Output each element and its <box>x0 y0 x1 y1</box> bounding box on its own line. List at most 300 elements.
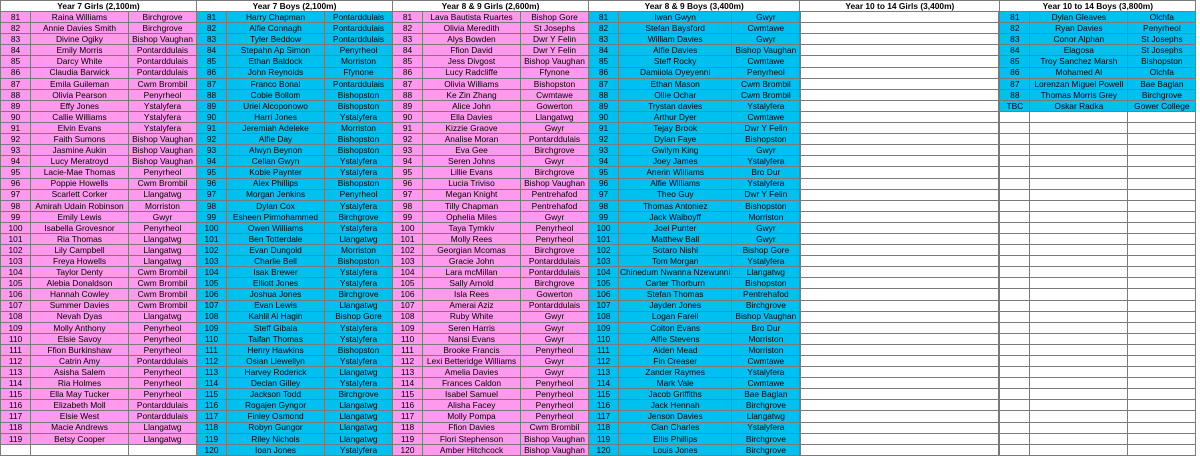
school-cell[interactable]: Cwm Brombil <box>521 422 589 433</box>
bib-number-cell[interactable]: 91 <box>1 123 31 134</box>
school-cell[interactable]: Bishop Vaughan <box>521 178 589 189</box>
athlete-name-cell[interactable]: Esheen Pirmohammed <box>227 211 325 222</box>
school-cell[interactable]: Llangatwg <box>325 433 393 444</box>
school-cell[interactable]: Llangatwg <box>129 233 197 244</box>
school-cell[interactable]: Bishop Vaughan <box>129 156 197 167</box>
bib-number-cell[interactable]: 110 <box>197 333 227 344</box>
school-cell[interactable]: Llangatwg <box>732 411 800 422</box>
athlete-name-cell[interactable]: Ruby White <box>423 311 521 322</box>
athlete-name-cell[interactable]: Brooke Francis <box>423 344 521 355</box>
empty-cell[interactable] <box>801 333 999 344</box>
athlete-name-cell[interactable]: Kizzie Graove <box>423 123 521 134</box>
bib-number-cell[interactable]: 103 <box>393 256 423 267</box>
school-cell[interactable]: Ystalyfera <box>325 167 393 178</box>
bib-number-cell[interactable]: 93 <box>1 145 31 156</box>
bib-number-cell[interactable]: 107 <box>197 300 227 311</box>
athlete-name-cell[interactable]: Morgan Jenkins <box>227 189 325 200</box>
school-cell[interactable]: Bishopston <box>732 278 800 289</box>
school-cell[interactable]: Pontarddulais <box>521 267 589 278</box>
empty-cell[interactable] <box>1030 311 1128 322</box>
school-cell[interactable]: Birchgrove <box>325 211 393 222</box>
empty-cell[interactable] <box>1128 344 1196 355</box>
school-cell[interactable]: Morriston <box>325 245 393 256</box>
athlete-name-cell[interactable]: Isabella Grovesnor <box>31 222 129 233</box>
school-cell[interactable]: Ystalyfera <box>325 200 393 211</box>
school-cell[interactable]: Gowerton <box>521 100 589 111</box>
empty-cell[interactable] <box>1000 111 1030 122</box>
empty-cell[interactable] <box>1128 233 1196 244</box>
school-cell[interactable]: Ystalyfera <box>732 178 800 189</box>
athlete-name-cell[interactable]: Amber Hitchcock <box>423 444 521 455</box>
school-cell[interactable]: Penyrheol <box>521 400 589 411</box>
school-cell[interactable]: Gowerton <box>521 289 589 300</box>
bib-number-cell[interactable]: 84 <box>1000 45 1030 56</box>
athlete-name-cell[interactable]: Sally Arnold <box>423 278 521 289</box>
athlete-name-cell[interactable]: Olivia Pearson <box>31 89 129 100</box>
bib-number-cell[interactable]: 87 <box>197 78 227 89</box>
athlete-name-cell[interactable]: Alfie Day <box>227 134 325 145</box>
athlete-name-cell[interactable]: Tom Morgan <box>619 256 732 267</box>
empty-cell[interactable] <box>1128 411 1196 422</box>
bib-number-cell[interactable]: 100 <box>393 222 423 233</box>
athlete-name-cell[interactable]: Ella Davies <box>423 111 521 122</box>
athlete-name-cell[interactable]: Lexi Betteridge Williams <box>423 356 521 367</box>
school-cell[interactable]: Gwyr <box>521 322 589 333</box>
school-cell[interactable]: Llangatwg <box>129 433 197 444</box>
empty-cell[interactable] <box>1030 123 1128 134</box>
athlete-name-cell[interactable]: Declan Gilley <box>227 378 325 389</box>
school-cell[interactable]: Bishop Vaughan <box>521 56 589 67</box>
school-cell[interactable]: Bishop Vaughan <box>732 45 800 56</box>
bib-number-cell[interactable]: 95 <box>393 167 423 178</box>
school-cell[interactable]: Gwyr <box>732 222 800 233</box>
athlete-name-cell[interactable]: Ffion David <box>423 45 521 56</box>
athlete-name-cell[interactable]: Jasmine Aukin <box>31 145 129 156</box>
bib-number-cell[interactable]: 90 <box>1 111 31 122</box>
empty-cell[interactable] <box>1030 333 1128 344</box>
athlete-name-cell[interactable]: Alex Phillips <box>227 178 325 189</box>
athlete-name-cell[interactable]: Tejay Brook <box>619 123 732 134</box>
bib-number-cell[interactable]: 98 <box>393 200 423 211</box>
school-cell[interactable]: Penyrheol <box>521 411 589 422</box>
empty-cell[interactable] <box>1000 156 1030 167</box>
school-cell[interactable]: Gwyr <box>521 156 589 167</box>
empty-cell[interactable] <box>1128 256 1196 267</box>
athlete-name-cell[interactable]: Darcy White <box>31 56 129 67</box>
school-cell[interactable]: Bishopston <box>325 178 393 189</box>
school-cell[interactable]: Penyrheol <box>521 389 589 400</box>
athlete-name-cell[interactable]: Trystan davies <box>619 100 732 111</box>
athlete-name-cell[interactable]: Arthur Dyer <box>619 111 732 122</box>
athlete-name-cell[interactable]: Cobie Bollom <box>227 89 325 100</box>
athlete-name-cell[interactable]: Alwyn Beynon <box>227 145 325 156</box>
empty-cell[interactable] <box>1128 356 1196 367</box>
bib-number-cell[interactable]: 91 <box>197 123 227 134</box>
athlete-name-cell[interactable]: Ria Holmes <box>31 378 129 389</box>
empty-cell[interactable] <box>1030 322 1128 333</box>
athlete-name-cell[interactable]: Alebia Donaldson <box>31 278 129 289</box>
bib-number-cell[interactable]: 106 <box>1 289 31 300</box>
group-title[interactable]: Year 7 Boys (2,100m) <box>197 1 393 12</box>
bib-number-cell[interactable]: 103 <box>197 256 227 267</box>
athlete-name-cell[interactable]: Jacob Griffiths <box>619 389 732 400</box>
school-cell[interactable]: Penyrheol <box>325 45 393 56</box>
bib-number-cell[interactable]: 96 <box>197 178 227 189</box>
athlete-name-cell[interactable]: Faith Sumons <box>31 134 129 145</box>
school-cell[interactable]: Birchgrove <box>521 145 589 156</box>
school-cell[interactable]: Birchgrove <box>732 300 800 311</box>
athlete-name-cell[interactable]: Poppie Howells <box>31 178 129 189</box>
empty-cell[interactable] <box>1000 411 1030 422</box>
empty-cell[interactable] <box>801 233 999 244</box>
athlete-name-cell[interactable]: Lara mcMillan <box>423 267 521 278</box>
empty-cell[interactable] <box>801 145 999 156</box>
school-cell[interactable]: Morriston <box>129 200 197 211</box>
school-cell[interactable]: Cwmtawe <box>732 356 800 367</box>
school-cell[interactable]: Cwmtawe <box>732 111 800 122</box>
bib-number-cell[interactable]: 101 <box>1 233 31 244</box>
school-cell[interactable]: Morriston <box>732 211 800 222</box>
athlete-name-cell[interactable]: Louis Jones <box>619 444 732 455</box>
athlete-name-cell[interactable]: Molly Pompa <box>423 411 521 422</box>
bib-number-cell[interactable]: 96 <box>589 178 619 189</box>
athlete-name-cell[interactable]: Ffion Burkinshaw <box>31 344 129 355</box>
school-cell[interactable]: Llangatwg <box>325 411 393 422</box>
school-cell[interactable]: Ystalyfera <box>732 100 800 111</box>
empty-cell[interactable] <box>1000 378 1030 389</box>
school-cell[interactable]: St Josephs <box>1128 34 1196 45</box>
school-cell[interactable]: Penyrheol <box>129 167 197 178</box>
empty-cell[interactable] <box>801 267 999 278</box>
empty-cell[interactable] <box>1128 211 1196 222</box>
school-cell[interactable]: Llangatwg <box>325 300 393 311</box>
bib-number-cell[interactable]: 81 <box>1 12 31 23</box>
empty-cell[interactable] <box>1000 256 1030 267</box>
school-cell[interactable]: Cwmtawe <box>521 89 589 100</box>
school-cell[interactable]: Llangatwg <box>129 245 197 256</box>
school-cell[interactable]: Pentrehafod <box>521 189 589 200</box>
athlete-name-cell[interactable]: Georgian Mcomas <box>423 245 521 256</box>
school-cell[interactable]: Gwyr <box>732 233 800 244</box>
empty-cell[interactable] <box>1000 123 1030 134</box>
bib-number-cell[interactable]: 96 <box>1 178 31 189</box>
athlete-name-cell[interactable]: Freya Howells <box>31 256 129 267</box>
bib-number-cell[interactable]: 108 <box>393 311 423 322</box>
empty-cell[interactable] <box>1128 178 1196 189</box>
bib-number-cell[interactable]: 97 <box>1 189 31 200</box>
empty-cell[interactable] <box>1030 256 1128 267</box>
bib-number-cell[interactable]: 94 <box>589 156 619 167</box>
school-cell[interactable]: Birchgrove <box>129 23 197 34</box>
empty-cell[interactable] <box>1030 267 1128 278</box>
school-cell[interactable]: Bishop Vaughan <box>129 34 197 45</box>
empty-cell[interactable] <box>1128 300 1196 311</box>
bib-number-cell[interactable]: 116 <box>1 400 31 411</box>
athlete-name-cell[interactable]: Fin Creaser <box>619 356 732 367</box>
empty-cell[interactable] <box>1000 344 1030 355</box>
athlete-name-cell[interactable]: Molly Anthony <box>31 322 129 333</box>
empty-cell[interactable] <box>801 367 999 378</box>
bib-number-cell[interactable]: 94 <box>393 156 423 167</box>
school-cell[interactable]: Cwm Brombil <box>129 289 197 300</box>
athlete-name-cell[interactable]: Ellis Phillips <box>619 433 732 444</box>
school-cell[interactable]: Ystalyfera <box>325 278 393 289</box>
athlete-name-cell[interactable]: Anerin Williams <box>619 167 732 178</box>
school-cell[interactable]: Pontarddulais <box>325 34 393 45</box>
athlete-name-cell[interactable]: Joey James <box>619 156 732 167</box>
school-cell[interactable]: Pontarddulais <box>521 300 589 311</box>
group-title[interactable]: Year 7 Girls (2,100m) <box>1 1 197 12</box>
athlete-name-cell[interactable]: Effy Jones <box>31 100 129 111</box>
school-cell[interactable]: Bishopston <box>325 100 393 111</box>
empty-cell[interactable] <box>1128 367 1196 378</box>
bib-number-cell[interactable]: 90 <box>197 111 227 122</box>
school-cell[interactable]: Birchgrove <box>325 389 393 400</box>
bib-number-cell[interactable]: 120 <box>197 444 227 455</box>
empty-cell[interactable] <box>1030 378 1128 389</box>
bib-number-cell[interactable]: 101 <box>197 233 227 244</box>
athlete-name-cell[interactable]: Tyler Beddow <box>227 34 325 45</box>
bib-number-cell[interactable]: 92 <box>589 134 619 145</box>
empty-cell[interactable] <box>801 156 999 167</box>
bib-number-cell[interactable]: 104 <box>589 267 619 278</box>
bib-number-cell[interactable]: 86 <box>393 67 423 78</box>
empty-cell[interactable] <box>1030 222 1128 233</box>
school-cell[interactable]: Penyrheol <box>521 222 589 233</box>
empty-cell[interactable] <box>1000 245 1030 256</box>
athlete-name-cell[interactable]: Tilly Chapman <box>423 200 521 211</box>
empty-cell[interactable] <box>129 444 197 455</box>
bib-number-cell[interactable]: 113 <box>197 367 227 378</box>
bib-number-cell[interactable]: 106 <box>393 289 423 300</box>
school-cell[interactable]: Bro Dur <box>732 322 800 333</box>
athlete-name-cell[interactable]: Emila Guileman <box>31 78 129 89</box>
school-cell[interactable]: Bae Baglan <box>732 389 800 400</box>
empty-cell[interactable] <box>801 256 999 267</box>
empty-cell[interactable] <box>1030 389 1128 400</box>
empty-cell[interactable] <box>1000 311 1030 322</box>
bib-number-cell[interactable]: 111 <box>1 344 31 355</box>
empty-cell[interactable] <box>1000 211 1030 222</box>
bib-number-cell[interactable]: 83 <box>393 34 423 45</box>
athlete-name-cell[interactable]: Gwilym King <box>619 145 732 156</box>
empty-cell[interactable] <box>801 400 999 411</box>
empty-cell[interactable] <box>801 78 999 89</box>
bib-number-cell[interactable]: 99 <box>197 211 227 222</box>
athlete-name-cell[interactable]: Matthew Ball <box>619 233 732 244</box>
school-cell[interactable]: Gwyr <box>521 211 589 222</box>
school-cell[interactable]: Bishopston <box>732 134 800 145</box>
bib-number-cell[interactable]: 119 <box>197 433 227 444</box>
athlete-name-cell[interactable]: Alfie Stevens <box>619 333 732 344</box>
bib-number-cell[interactable]: 104 <box>1 267 31 278</box>
athlete-name-cell[interactable]: Nevah Dyas <box>31 311 129 322</box>
athlete-name-cell[interactable]: Ollie Ochar <box>619 89 732 100</box>
empty-cell[interactable] <box>1128 222 1196 233</box>
athlete-name-cell[interactable]: Sotaro Nishi <box>619 245 732 256</box>
empty-cell[interactable] <box>1030 178 1128 189</box>
athlete-name-cell[interactable]: Taya Tymkiv <box>423 222 521 233</box>
school-cell[interactable]: Ystalyfera <box>325 222 393 233</box>
empty-cell[interactable] <box>801 433 999 444</box>
school-cell[interactable]: Llangatwg <box>521 111 589 122</box>
athlete-name-cell[interactable]: Aiden Mead <box>619 344 732 355</box>
athlete-name-cell[interactable]: Uriel Alcoponowo <box>227 100 325 111</box>
school-cell[interactable]: Bishopston <box>325 344 393 355</box>
athlete-name-cell[interactable]: Taifan Thomas <box>227 333 325 344</box>
school-cell[interactable]: Birchgrove <box>521 245 589 256</box>
bib-number-cell[interactable]: 89 <box>393 100 423 111</box>
athlete-name-cell[interactable]: Raina Williams <box>31 12 129 23</box>
bib-number-cell[interactable]: 102 <box>1 245 31 256</box>
school-cell[interactable]: Pontarddulais <box>325 78 393 89</box>
empty-cell[interactable] <box>1030 356 1128 367</box>
athlete-name-cell[interactable]: Jess Divgost <box>423 56 521 67</box>
athlete-name-cell[interactable]: Divine Ogiky <box>31 34 129 45</box>
school-cell[interactable]: Pontarddulais <box>325 23 393 34</box>
athlete-name-cell[interactable]: Jack Hennah <box>619 400 732 411</box>
athlete-name-cell[interactable]: Riley Nichols <box>227 433 325 444</box>
athlete-name-cell[interactable]: Thomas Antoniez <box>619 200 732 211</box>
school-cell[interactable]: Ystalyfera <box>325 378 393 389</box>
school-cell[interactable]: Ystalyfera <box>129 100 197 111</box>
empty-cell[interactable] <box>1128 134 1196 145</box>
empty-cell[interactable] <box>1000 278 1030 289</box>
empty-cell[interactable] <box>801 356 999 367</box>
bib-number-cell[interactable]: 87 <box>1000 78 1030 89</box>
school-cell[interactable]: St Josephs <box>521 23 589 34</box>
athlete-name-cell[interactable]: Emily Lewis <box>31 211 129 222</box>
bib-number-cell[interactable]: 97 <box>589 189 619 200</box>
school-cell[interactable]: Penyrheol <box>1128 23 1196 34</box>
athlete-name-cell[interactable]: Elizabeth Moll <box>31 400 129 411</box>
school-cell[interactable]: Dwr Y Felin <box>732 189 800 200</box>
bib-number-cell[interactable]: 93 <box>589 145 619 156</box>
athlete-name-cell[interactable]: Jayden Jones <box>619 300 732 311</box>
empty-cell[interactable] <box>1128 123 1196 134</box>
school-cell[interactable]: St Josephs <box>1128 45 1196 56</box>
bib-number-cell[interactable]: 102 <box>393 245 423 256</box>
school-cell[interactable]: Gwyr <box>129 211 197 222</box>
school-cell[interactable]: Llangatwg <box>325 233 393 244</box>
empty-cell[interactable] <box>1128 400 1196 411</box>
bib-number-cell[interactable]: 102 <box>589 245 619 256</box>
school-cell[interactable]: Cwm Brombil <box>129 178 197 189</box>
bib-number-cell[interactable]: 113 <box>589 367 619 378</box>
athlete-name-cell[interactable]: William Davies <box>619 34 732 45</box>
bib-number-cell[interactable]: 88 <box>393 89 423 100</box>
empty-cell[interactable] <box>1000 300 1030 311</box>
bib-number-cell[interactable]: 92 <box>197 134 227 145</box>
bib-number-cell[interactable]: 95 <box>589 167 619 178</box>
school-cell[interactable]: Ystalyfera <box>325 356 393 367</box>
bib-number-cell[interactable]: 108 <box>1 311 31 322</box>
school-cell[interactable]: Llangatwg <box>325 422 393 433</box>
athlete-name-cell[interactable]: Ben Totterdale <box>227 233 325 244</box>
empty-cell[interactable] <box>1030 433 1128 444</box>
bib-number-cell[interactable]: 105 <box>1 278 31 289</box>
bib-number-cell[interactable]: 83 <box>197 34 227 45</box>
bib-number-cell[interactable]: 114 <box>197 378 227 389</box>
school-cell[interactable]: Pontarddulais <box>129 56 197 67</box>
school-cell[interactable]: Llangatwg <box>129 256 197 267</box>
bib-number-cell[interactable]: 87 <box>589 78 619 89</box>
bib-number-cell[interactable]: 114 <box>393 378 423 389</box>
empty-cell[interactable] <box>1128 333 1196 344</box>
bib-number-cell[interactable]: 117 <box>197 411 227 422</box>
bib-number-cell[interactable]: 81 <box>589 12 619 23</box>
athlete-name-cell[interactable]: John Reynolds <box>227 67 325 78</box>
athlete-name-cell[interactable]: Harry Chapman <box>227 12 325 23</box>
bib-number-cell[interactable]: 86 <box>1000 67 1030 78</box>
athlete-name-cell[interactable]: Chinedum Nwanna Nzewunni <box>620 267 731 278</box>
school-cell[interactable]: Penyrheol <box>129 378 197 389</box>
empty-cell[interactable] <box>1128 200 1196 211</box>
bib-number-cell[interactable]: 83 <box>1000 34 1030 45</box>
bib-number-cell[interactable]: 110 <box>1 333 31 344</box>
empty-cell[interactable] <box>1128 267 1196 278</box>
athlete-name-cell[interactable]: Steff Gibala <box>227 322 325 333</box>
athlete-name-cell[interactable]: Stefan Thomas <box>619 289 732 300</box>
empty-cell[interactable] <box>801 211 999 222</box>
bib-number-cell[interactable]: 81 <box>197 12 227 23</box>
bib-number-cell[interactable]: 109 <box>393 322 423 333</box>
bib-number-cell[interactable]: 85 <box>1 56 31 67</box>
athlete-name-cell[interactable]: Thomas Morris Grey <box>1030 89 1128 100</box>
school-cell[interactable]: Gwyr <box>521 356 589 367</box>
athlete-name-cell[interactable]: Osian Llewellyn <box>227 356 325 367</box>
empty-cell[interactable] <box>1000 178 1030 189</box>
school-cell[interactable]: Gwyr <box>732 12 800 23</box>
school-cell[interactable]: Ystalyfera <box>732 256 800 267</box>
bib-number-cell[interactable]: 113 <box>1 367 31 378</box>
empty-cell[interactable] <box>801 167 999 178</box>
athlete-name-cell[interactable]: Emily Morris <box>31 45 129 56</box>
athlete-name-cell[interactable]: Finley Osmond <box>227 411 325 422</box>
athlete-name-cell[interactable]: Joel Punter <box>619 222 732 233</box>
bib-number-cell[interactable]: 118 <box>393 422 423 433</box>
athlete-name-cell[interactable]: Claudia Barwick <box>31 67 129 78</box>
bib-number-cell[interactable]: 82 <box>1 23 31 34</box>
bib-number-cell[interactable]: 118 <box>197 422 227 433</box>
school-cell[interactable]: Bishopston <box>325 145 393 156</box>
school-cell[interactable]: Bishop Vaughan <box>521 444 589 455</box>
school-cell[interactable]: Bishopston <box>325 256 393 267</box>
school-cell[interactable]: Ffynone <box>325 67 393 78</box>
bib-number-cell[interactable]: 119 <box>393 433 423 444</box>
empty-cell[interactable] <box>1030 134 1128 145</box>
empty-cell[interactable] <box>1030 278 1128 289</box>
bib-number-cell[interactable]: 114 <box>1 378 31 389</box>
athlete-name-cell[interactable]: Henry Hawkins <box>227 344 325 355</box>
group-title[interactable]: Year 8 & 9 Girls (2,600m) <box>393 1 589 12</box>
athlete-name-cell[interactable]: Theo Guy <box>619 189 732 200</box>
group-title[interactable]: Year 10 to 14 Girls (3,400m) <box>800 1 1000 12</box>
bib-number-cell[interactable]: 108 <box>589 311 619 322</box>
empty-cell[interactable] <box>1128 111 1196 122</box>
athlete-name-cell[interactable]: Mohamed Al <box>1030 67 1128 78</box>
empty-cell[interactable] <box>1128 156 1196 167</box>
school-cell[interactable]: Dwr Y Felin <box>732 123 800 134</box>
athlete-name-cell[interactable]: Elsie Savoy <box>31 333 129 344</box>
empty-cell[interactable] <box>1030 444 1128 455</box>
athlete-name-cell[interactable]: Conor Alphan <box>1030 34 1128 45</box>
school-cell[interactable]: Llangatwg <box>325 367 393 378</box>
empty-cell[interactable] <box>1128 189 1196 200</box>
bib-number-cell[interactable]: 93 <box>393 145 423 156</box>
bib-number-cell[interactable]: 118 <box>1 422 31 433</box>
bib-number-cell[interactable]: 115 <box>1 389 31 400</box>
